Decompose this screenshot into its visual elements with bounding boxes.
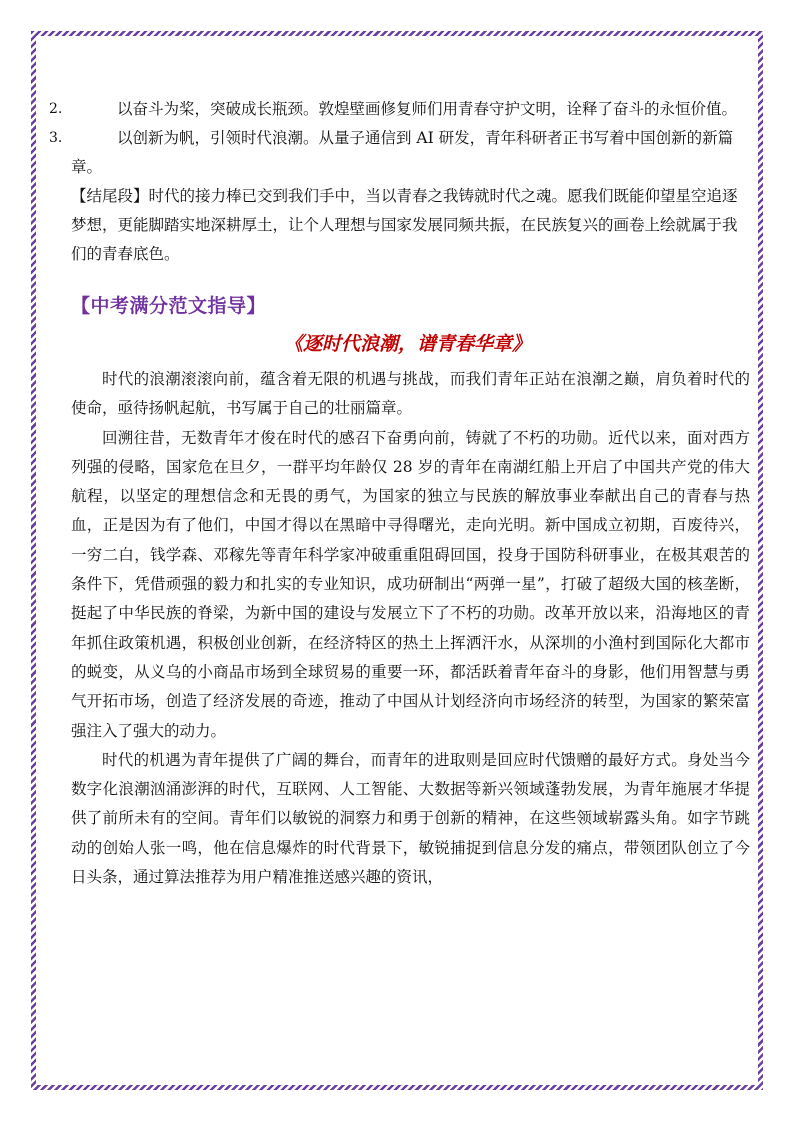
list-item [45,95,750,124]
list-item-text: 以创新为帆，引领时代浪潮。从量子通信到 AI 研发，青年科研者正书写着中国创新的新篇章。 [71,129,734,176]
list-item-number: 2. [49,101,63,117]
essay-paragraph: 时代的机遇为青年提供了广阔的舞台，而青年的进取则是回应时代馈赠的最好方式。身处当今数字化浪潮汹涌澎湃的时代，互联网、人工智能、大数据等新兴领域蓬勃发展，为青年施展才华提供了前所未有的空间。青年们以敏锐的洞察力和勇于创新的精神，在这些领域崭露头角。如字节跳动的创始人张一鸣，他在信息爆炸的时代背景下，敏锐捕捉到信息分发的痛点，带领团队创立了今日头条，通过算法推荐为用户精准推送感兴趣的资讯， [71,750,750,887]
essay-title: 《逐时代浪潮，谱青春华章》 [283,333,531,355]
list-item [45,124,750,182]
list-item-number: 3. [49,130,63,146]
essay-paragraph: 时代的浪潮滚滚向前，蕴含着无限的机遇与挑战，而我们青年正站在浪潮之巅，肩负着时代的使命，亟待扬帆起航，书写属于自己的壮丽篇章。 [71,370,750,418]
essay-paragraph: 回溯往昔，无数青年才俊在时代的感召下奋勇向前，铸就了不朽的功勋。近代以来，面对西方列强的侵略，国家危在旦夕，一群平均年龄仅 28 岁的青年在南湖红船上开启了中国共产党的伟大航程，以坚定的理想信念和无畏的勇气，为国家的独立与民族的解放事业奉献出自己的青春与热血，正是因为有了他们，中国才得以在黑暗中寻得曙光，走向光明。新中国成立初期，百废待兴，一穷二白，钱学森、邓稼先等青年科学家冲破重重阻碍回国，投身于国防科研事业，在极其艰苦的条件下，凭借顽强的毅力和扎实的专业知识，成功研制出“两弹一星”，打破了超级大国的核垄断，挺起了中华民族的脊梁，为新中国的建设与发展立下了不朽的功勋。改革开放以来，沿海地区的青年抓住政策机遇，积极创业创新，在经济特区的热土上挥洒汗水，从深圳的小渔村到国际化大都市的蜕变，从义乌的小商品市场到全球贸易的重要一环，都活跃着青年奋斗的身影，他们用智慧与勇气开拓市场，创造了经济发展的奇迹，推动了中国从计划经济向市场经济的转型，为国家的繁荣富强注入了强大的动力。 [71,428,750,740]
section-heading: 【中考满分范文指导】 [71,295,267,317]
document-content [45,95,750,892]
conclusion-paragraph: 【结尾段】时代的接力棒已交到我们手中，当以青春之我铸就时代之魂。愿我们既能仰望星空追逐梦想，更能脚踏实地深耕厚土，让个人理想与国家发展同频共振，在民族复兴的画卷上绘就属于我们的青春底色。 [71,187,738,263]
list-item-text: 以奋斗为桨，突破成长瓶颈。敦煌壁画修复师们用青春守护文明，诠释了奋斗的永恒价值。 [117,100,738,118]
